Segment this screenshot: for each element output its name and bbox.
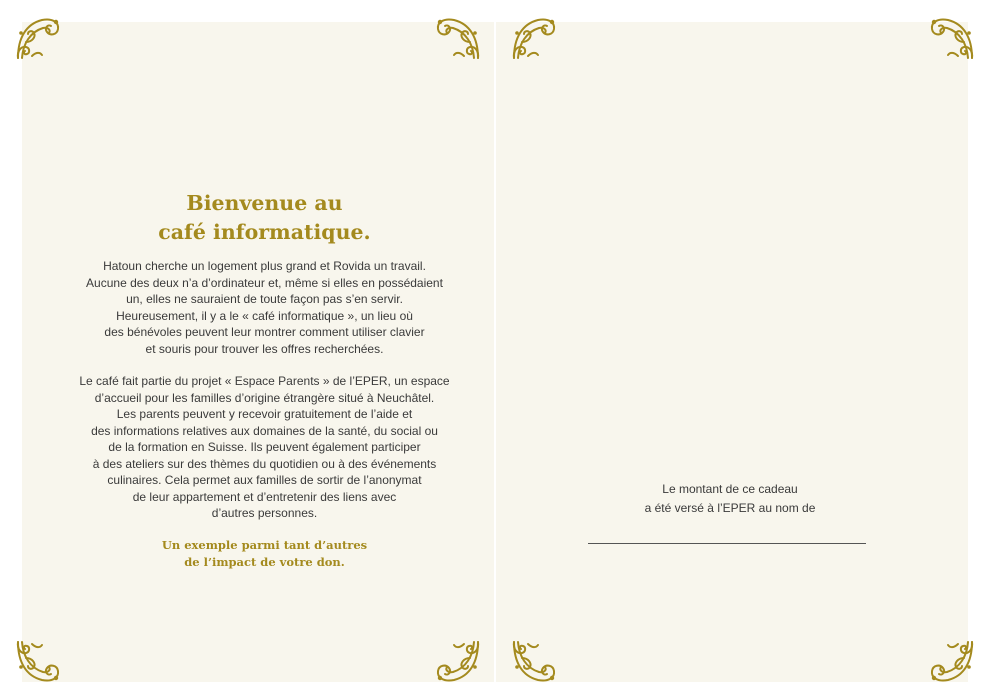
left-page [22, 22, 494, 682]
ornament-corner-icon [508, 636, 560, 688]
project-paragraph [44, 373, 485, 522]
text-line: culinaires. Cela permet aux familles de sortir de l’anonymat [107, 473, 422, 487]
text-line: un, elles ne sauraient de toute façon pas s’en servir. [126, 292, 403, 306]
ornament-corner-icon [12, 12, 64, 64]
text-line: des informations relatives aux domaines de la santé, du social ou [91, 423, 438, 438]
title-line-1: Bienvenue au [186, 191, 343, 215]
gift-note-line-1: Le montant de ce cadeau [662, 482, 798, 496]
text-line: et souris pour trouver les offres recherchées. [145, 341, 384, 356]
closing-line-1: Un exemple parmi tant d’autres [161, 538, 368, 552]
story-paragraph [44, 258, 485, 357]
donor-name-line [588, 543, 866, 544]
text-line: Aucune des deux n’a d’ordinateur et, même si elles en possédaient [86, 275, 443, 290]
ornament-corner-icon [432, 636, 484, 688]
text-line: d’autres personnes. [211, 506, 318, 520]
text-line: de leur appartement et d’entretenir des liens avec [132, 489, 397, 504]
text-line: d’accueil pour les familles d’origine étrangère situé à Neuchâtel. [94, 390, 435, 405]
ornament-corner-icon [508, 12, 560, 64]
text-line: de la formation en Suisse. Ils peuvent également participer [108, 440, 421, 454]
page-title [44, 189, 485, 247]
text-line: des bénévoles peuvent leur montrer comment utiliser clavier [104, 325, 425, 339]
text-line: Le café fait partie du projet « Espace Parents » de l’EPER, un espace [79, 374, 450, 388]
text-line: à des ateliers sur des thèmes du quotidien ou à des événements [92, 456, 437, 471]
right-page [496, 22, 968, 682]
text-line: Heureusement, il y a le « café informatique », un lieu où [116, 308, 413, 323]
ornament-corner-icon [926, 12, 978, 64]
ornament-corner-icon [926, 636, 978, 688]
closing-statement [44, 537, 485, 570]
gift-note [530, 480, 930, 518]
text-line: Hatoun cherche un logement plus grand et Rovida un travail. [103, 259, 426, 273]
title-line-2: café informatique. [158, 220, 371, 244]
text-line: Les parents peuvent y recevoir gratuitement de l’aide et [116, 407, 413, 421]
gift-note-line-2: a été versé à l’EPER au nom de [644, 501, 816, 515]
ornament-corner-icon [12, 636, 64, 688]
closing-line-2: de l’impact de votre don. [184, 554, 345, 569]
ornament-corner-icon [432, 12, 484, 64]
